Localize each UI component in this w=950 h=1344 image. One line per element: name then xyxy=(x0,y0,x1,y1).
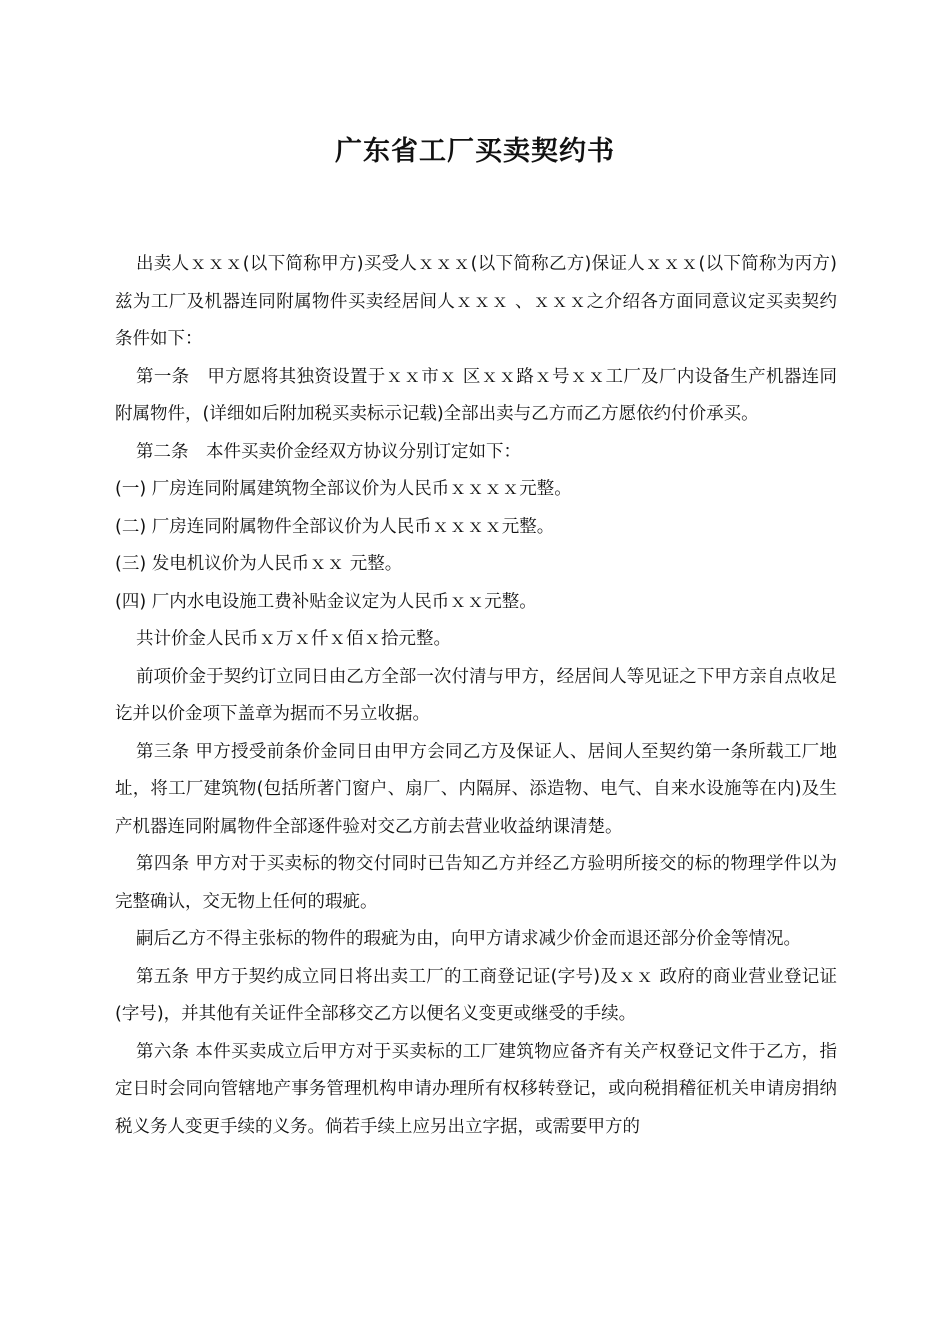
paragraph-article-5: 第五条 甲方于契约成立同日将出卖工厂的工商登记证(字号)及ｘｘ 政府的商业营业登记证(字号)，并其他有关证件全部移交乙方以便名义变更或继受的手续。 xyxy=(115,966,837,1024)
paragraph-article-1: 第一条 甲方愿将其独资设置于ｘｘ市ｘ 区ｘｘ路ｘ号ｘｘ工厂及厂内设备生产机器连同附属物件，(详细如后附加税买卖标示记载)全部出卖与乙方而乙方愿依约付价承买。 xyxy=(115,366,837,424)
paragraph-item-2: (二) 厂房连同附属物件全部议价为人民币ｘｘｘｘ元整。 xyxy=(115,516,555,537)
paragraph-item-4: (四) 厂内水电设施工费补贴金议定为人民币ｘｘ元整。 xyxy=(115,591,537,612)
paragraph-item-3: (三) 发电机议价为人民币ｘｘ 元整。 xyxy=(115,554,403,574)
paragraph-article-4-note: 嗣后乙方不得主张标的物件的瑕疵为由，向甲方请求减少价金而退还部分价金等情况。 xyxy=(136,929,801,949)
paragraph-item-1: (一) 厂房连同附属建筑物全部议价为人民币ｘｘｘｘ元整。 xyxy=(115,479,572,499)
paragraph-total: 共计价金人民币ｘ万ｘ仟ｘ佰ｘ拾元整。 xyxy=(136,629,451,649)
paragraph-article-2: 第二条 本件买卖价金经双方协议分别订定如下： xyxy=(136,441,521,462)
document-body xyxy=(115,246,837,1146)
paragraph-article-4: 第四条 甲方对于买卖标的物交付同时已告知乙方并经乙方验明所接交的标的物理学件以为完整确认，交无物上任何的瑕疵。 xyxy=(115,854,837,912)
document-title: 广东省工厂买卖契约书 xyxy=(335,136,615,167)
paragraph-article-6: 第六条 本件买卖成立后甲方对于买卖标的工厂建筑物应备齐有关产权登记文件于乙方，指定日时会同向管辖地产事务管理机构申请办理所有权移转登记，或向税捐稽征机关申请房捐纳税义务人变更手续的义务。倘若手续上应另出立字据，或需要甲方的 xyxy=(115,1041,837,1137)
paragraph-article-3: 第三条 甲方授受前条价金同日由甲方会同乙方及保证人、居间人至契约第一条所载工厂地址，将工厂建筑物(包括所著门窗户、扇厂、内隔屏、添造物、电气、自来水设施等在内)及生产机器连同附属物件全部逐件验对交乙方前去营业收益纳课清楚。 xyxy=(115,741,837,837)
paragraph-preamble: 出卖人ｘｘｘ(以下简称甲方)买受人ｘｘｘ(以下简称乙方)保证人ｘｘｘ(以下简称为丙方)兹为工厂及机器连同附属物件买卖经居间人ｘｘｘ 、ｘｘｘ之介绍各方面同意议定买卖契约条件如下： xyxy=(115,254,837,349)
paragraph-payment: 前项价金于契约订立同日由乙方全部一次付清与甲方，经居间人等见证之下甲方亲自点收足讫并以价金项下盖章为据而不另立收据。 xyxy=(115,666,837,724)
